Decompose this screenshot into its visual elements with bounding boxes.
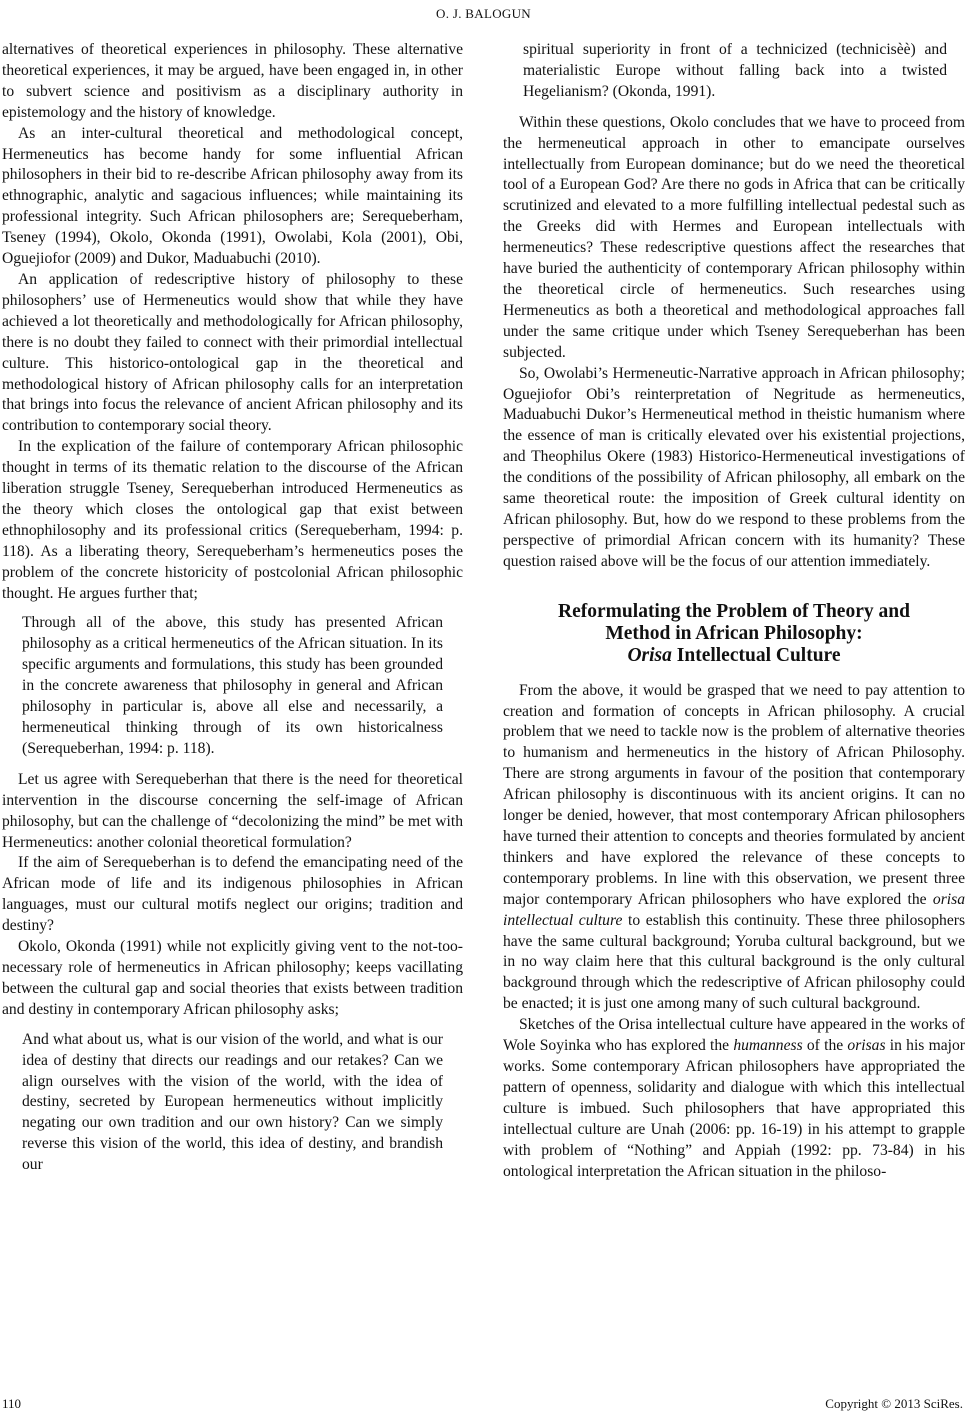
paragraph-text: to establish this continuity. These three philosophers have the same cultural background; Yoruba cultural background, but we in no way claim here that this cultural background is the only cultural background through which the redescriptive of African philosophy could be enacted; it is just one among many of such cultural background. — [503, 911, 966, 1013]
running-head: O. J. BALOGUN — [436, 6, 531, 21]
paragraph: If the aim of Serequeberhan is to defend the emancipating need of the African mode of life and its indigenous philosophies in African languages, must our cultural motifs neglect our origins; tradition and destiny? — [2, 854, 463, 935]
paragraph: alternatives of theoretical experiences in philosophy. These alternative theoretical experiences, it may be argued, have been engaged in, in other to subvert science and positivism as a disciplinary authority in epistemology and the history of knowledge. — [2, 41, 463, 121]
paragraph-text: From the above, it would be grasped that we need to pay attention to creation and formation of concepts in African philosophy. A crucial problem that we need to tackle now is the problem of alternative theories to humanism and hermeneutics in the history of African Philosophy. There are strong arguments in favour of the position that contemporary African philosophy is discontinuous with its ancient origins. It can no longer be denied, however, that most contemporary African philosophers have turned their attention to concepts and theories formulated by ancient thinkers and have explored the relevance of these concepts to contemporary problems. In line with this observation, we present three major contemporary African philosophers who have explored the — [503, 681, 965, 908]
section-heading — [503, 601, 965, 667]
italic-term: orisas — [847, 1037, 886, 1055]
italic-term: humanness — [733, 1037, 803, 1055]
paragraph: So, Owolabi’s Hermeneutic-Narrative approach in African philosophy; Oguejiofor Obi’s reinterpretation of Negritude as hermeneutics, Maduabuchi Dukor’s Hermeneutical method in theistic humanism where the essence of man is critically elevated over his existential projections, and Theophilus Okere (1983) Historico-Hermeneutical investigations of the conditions of the possibility of African philosophy, all embark on the same theoretical route: the imposition of Greek cultural identity on African philosophy. But, how do we respond to these problems from the perspective of primordial African concern with its humanity? These question raised above will be the focus of our attention immediately. — [503, 364, 965, 570]
heading-line: Method in African Philosophy: — [605, 622, 863, 644]
paragraph-text: Sketches of the Orisa intellectual culture have appeared in the works of Wole Soyinka who has explored the — [503, 1016, 965, 1055]
paragraph: In the explication of the failure of contemporary African philosophic thought in terms of its thematic relation to the discourse of the African liberation struggle Tseney, Serequeberhan introduced Hermeneutics as the theory which closes the ontological gap that exist between ethnophilosophy and its professional critics (Serequeberham, 1994: p. 118). As a liberating theory, Serequeberham’s hermeneutics poses the problem of the concrete historicity of postcolonial African philosophic thought. He argues further that; — [2, 438, 463, 602]
block-quote: Through all of the above, this study has presented African philosophy as a critical hermeneutics of the African situation. In its specific arguments and formulations, this study has been grounded in the concrete awareness that philosophy in general and African philosophy in particular is, above all else and necessarily, a hermeneutical thinking through of its own historicalness (Serequeberhan, 1994: p. 118). — [22, 614, 443, 757]
paragraph: Within these questions, Okolo concludes that we have to proceed from the hermeneutical approach in other to emancipate ourselves intellectually from European dominance; but do we need the theoretical tool of a European God? Are there no gods in Africa that can be critically scrutinized and elevated to a more fulfilling intellectual pedestal such as the Greeks did with Hermes and European intellectuals with hermeneutics? These redescriptive questions affect the researches that have buried the authenticity of contemporary African philosophy within the theoretical circle of hermeneutics. Such researches using Hermeneutics as both a theoretical and methodological approaches fall under the same critique under which Tseney Serequeberhan has been subjected. — [503, 113, 965, 361]
paragraph: Let us agree with Serequeberhan that there is the need for theoretical intervention in the discourse concerning the self-image of African philosophy, but can the challenge of “decolonizing the mind” be met with Hermeneutics: another colonial theoretical formulation? — [2, 770, 463, 851]
paragraph: An application of redescriptive history of philosophy to these philosophers’ use of Hermeneutics would show that while they have achieved a lot theoretically and methodologically for African philosophy, there is no doubt they failed to connect with their primordial intellectual culture. This historico-ontological gap in the theoretical and methodological history of African philosophy calls for an interpretation that brings into focus the relevance of ancient African philosophy and its contribution to contemporary social theory. — [2, 270, 463, 435]
copyright-notice: Copyright © 2013 SciRes. — [825, 1396, 963, 1411]
right-column — [503, 40, 965, 1182]
heading-italic-word: Orisa — [627, 644, 672, 666]
heading-line: Intellectual Culture — [671, 644, 841, 666]
paragraph: As an inter-cultural theoretical and methodological concept, Hermeneutics has become handy for some influential African philosophers in their bid to re-describe African philosophy away from its ethnographic, analytic and sagacious influences; while maintaining its professional integrity. Such African philosophers are; Serequeberham, Tseney (1994), Okolo, Okonda (1991), Owolabi, Kola (2001), Obi, Oguejiofor (2009) and Dukor, Maduabuchi (2010). — [2, 124, 463, 268]
paragraph: Okolo, Okonda (1991) while not explicitly giving vent to the not-too-necessary role of hermeneutics in African philosophy; keeps vacillating between the cultural gap and social theories that exists between tradition and destiny in contemporary African philosophy asks; — [2, 938, 463, 1018]
page-number: 110 — [2, 1396, 22, 1411]
paragraph — [503, 681, 965, 1016]
left-column — [2, 40, 463, 1186]
paragraph — [503, 1015, 965, 1182]
italic-term: orisa intellectual culture — [503, 890, 965, 929]
block-quote-continued: spiritual superiority in front of a technicized (technicisèè) and materialistic Europe without falling back into a twisted Hegelianism? (Okonda, 1991). — [523, 41, 947, 100]
paragraph-text: in his major works. Some contemporary African philosophers have appropriated the pattern of openness, solidarity and dialogue with which this intellectual culture is imbued. Such philosophers that have appropriated this intellectual culture are Unah (2006: pp. 16-19) in his attempt to grapple with problem of “Nothing” and Appiah (1992: pp. 73-84) in his ontological interpretation the African situation in the philoso- — [503, 1037, 965, 1180]
paragraph-text: of the — [802, 1037, 848, 1055]
block-quote: And what about us, what is our vision of the world, and what is our idea of destiny that directs our readings and our retakes? Can we align ourselves with the vision of the world, with the idea of destiny, secreted by European hermeneutics without implicitly negating our own tradition and our own history? Can we simply reverse this vision of the world, this idea of destiny, and brandish our — [22, 1030, 443, 1174]
heading-line: Reformulating the Problem of Theory and — [558, 600, 910, 622]
